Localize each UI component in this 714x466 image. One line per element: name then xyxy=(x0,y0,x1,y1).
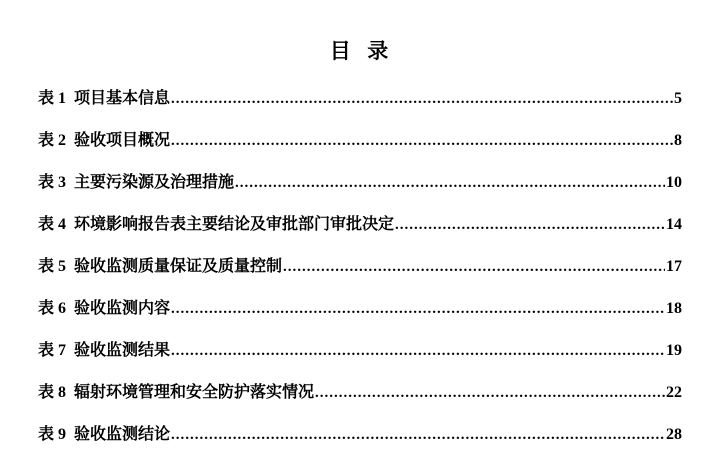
toc-entry-page-number: 18 xyxy=(666,300,682,317)
toc-title: 目 录 xyxy=(329,39,391,63)
dot-leader xyxy=(171,414,665,456)
toc-entry-label: 表 6 验收监测内容 xyxy=(38,300,171,317)
toc-entry-2[interactable] xyxy=(38,120,682,162)
dot-leader xyxy=(235,162,665,204)
dot-leader xyxy=(315,372,665,414)
toc-entry-page-number: 14 xyxy=(666,216,682,233)
toc-entry-label: 表 8 辐射环境管理和安全防护落实情况 xyxy=(38,384,315,401)
toc-entry-9[interactable] xyxy=(38,414,682,456)
toc-entry-label: 表 1 项目基本信息 xyxy=(38,90,171,107)
dot-leader xyxy=(171,330,665,372)
toc-list xyxy=(38,78,682,456)
toc-entry-7[interactable] xyxy=(38,330,682,372)
toc-entry-label: 表 3 主要污染源及治理措施 xyxy=(38,174,235,191)
toc-entry-1[interactable] xyxy=(38,78,682,120)
toc-entry-label: 表 7 验收监测结果 xyxy=(38,342,171,359)
toc-entry-8[interactable] xyxy=(38,372,682,414)
toc-entry-3[interactable] xyxy=(38,162,682,204)
toc-entry-page-number: 10 xyxy=(666,174,682,191)
toc-entry-4[interactable] xyxy=(38,204,682,246)
toc-entry-6[interactable] xyxy=(38,288,682,330)
toc-entry-page-number: 5 xyxy=(674,90,682,107)
toc-entry-page-number: 19 xyxy=(666,342,682,359)
toc-entry-label: 表 9 验收监测结论 xyxy=(38,426,171,443)
dot-leader xyxy=(171,78,673,120)
dot-leader xyxy=(171,120,673,162)
toc-entry-page-number: 28 xyxy=(666,426,682,443)
dot-leader xyxy=(283,246,665,288)
toc-entry-label: 表 5 验收监测质量保证及质量控制 xyxy=(38,258,283,275)
toc-entry-page-number: 17 xyxy=(666,258,682,275)
toc-entry-page-number: 22 xyxy=(666,384,682,401)
toc-entry-label: 表 4 环境影响报告表主要结论及审批部门审批决定 xyxy=(38,216,395,233)
toc-entry-5[interactable] xyxy=(38,246,682,288)
toc-entry-label: 表 2 验收项目概况 xyxy=(38,132,171,149)
dot-leader xyxy=(395,204,665,246)
dot-leader xyxy=(171,288,665,330)
toc-entry-page-number: 8 xyxy=(674,132,682,149)
